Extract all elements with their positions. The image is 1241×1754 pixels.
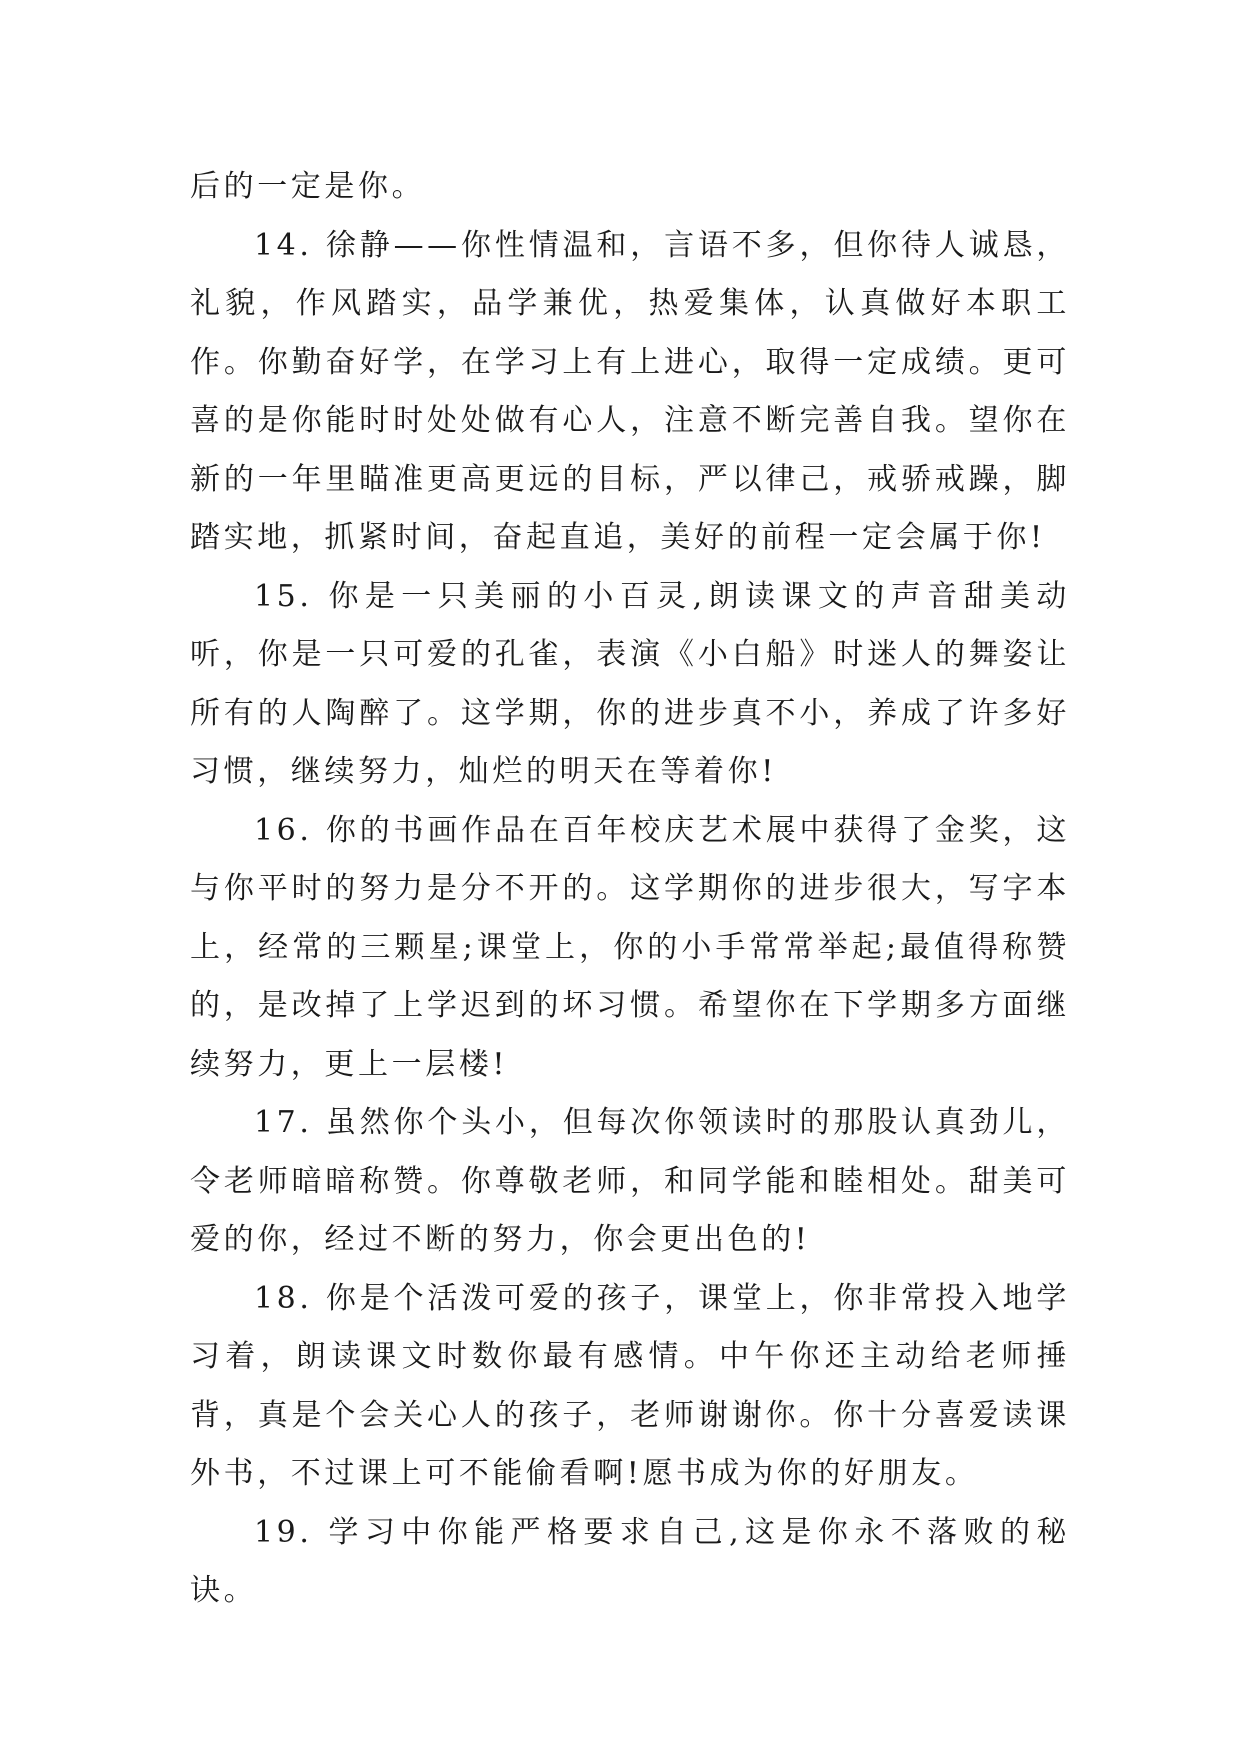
paragraph-19: 19. 学习中你能严格要求自己,这是你永不落败的秘诀。 — [190, 1514, 1070, 1608]
paragraph-15: 15. 你是一只美丽的小百灵,朗读课文的声音甜美动听，你是一只可爱的孔雀，表演《小白船》时迷人的舞姿让所有的人陶醉了。这学期，你的进步真不小，养成了许多好习惯，继续努力，灿烂的明天在等着你! — [190, 578, 1070, 789]
paragraph-17: 17. 虽然你个头小，但每次你领读时的那股认真劲儿，令老师暗暗称赞。你尊敬老师，和同学能和睦相处。甜美可爱的你，经过不断的努力，你会更出色的! — [190, 1105, 1070, 1257]
paragraph-13-continuation: 后的一定是你。 — [190, 169, 426, 204]
paragraph-16: 16. 你的书画作品在百年校庆艺术展中获得了金奖，这与你平时的努力是分不开的。这学期你的进步很大，写字本上，经常的三颗星;课堂上，你的小手常常举起;最值得称赞的，是改掉了上学迟到的坏习惯。希望你在下学期多方面继续努力，更上一层楼! — [190, 812, 1070, 1082]
paragraph-18: 18. 你是个活泼可爱的孩子，课堂上，你非常投入地学习着，朗读课文时数你最有感情。中午你还主动给老师捶背，真是个会关心人的孩子，老师谢谢你。你十分喜爱读课外书，不过课上可不能偷看啊!愿书成为你的好朋友。 — [190, 1280, 1070, 1491]
paragraph-14: 14. 徐静——你性情温和，言语不多，但你待人诚恳，礼貌，作风踏实，品学兼优，热爱集体，认真做好本职工作。你勤奋好学，在学习上有上进心，取得一定成绩。更可喜的是你能时时处处做有心人，注意不断完善自我。望你在新的一年里瞄准更高更远的目标，严以律己，戒骄戒躁，脚踏实地，抓紧时间，奋起直追，美好的前程一定会属于你! — [190, 227, 1070, 555]
document-body — [190, 158, 1070, 1621]
